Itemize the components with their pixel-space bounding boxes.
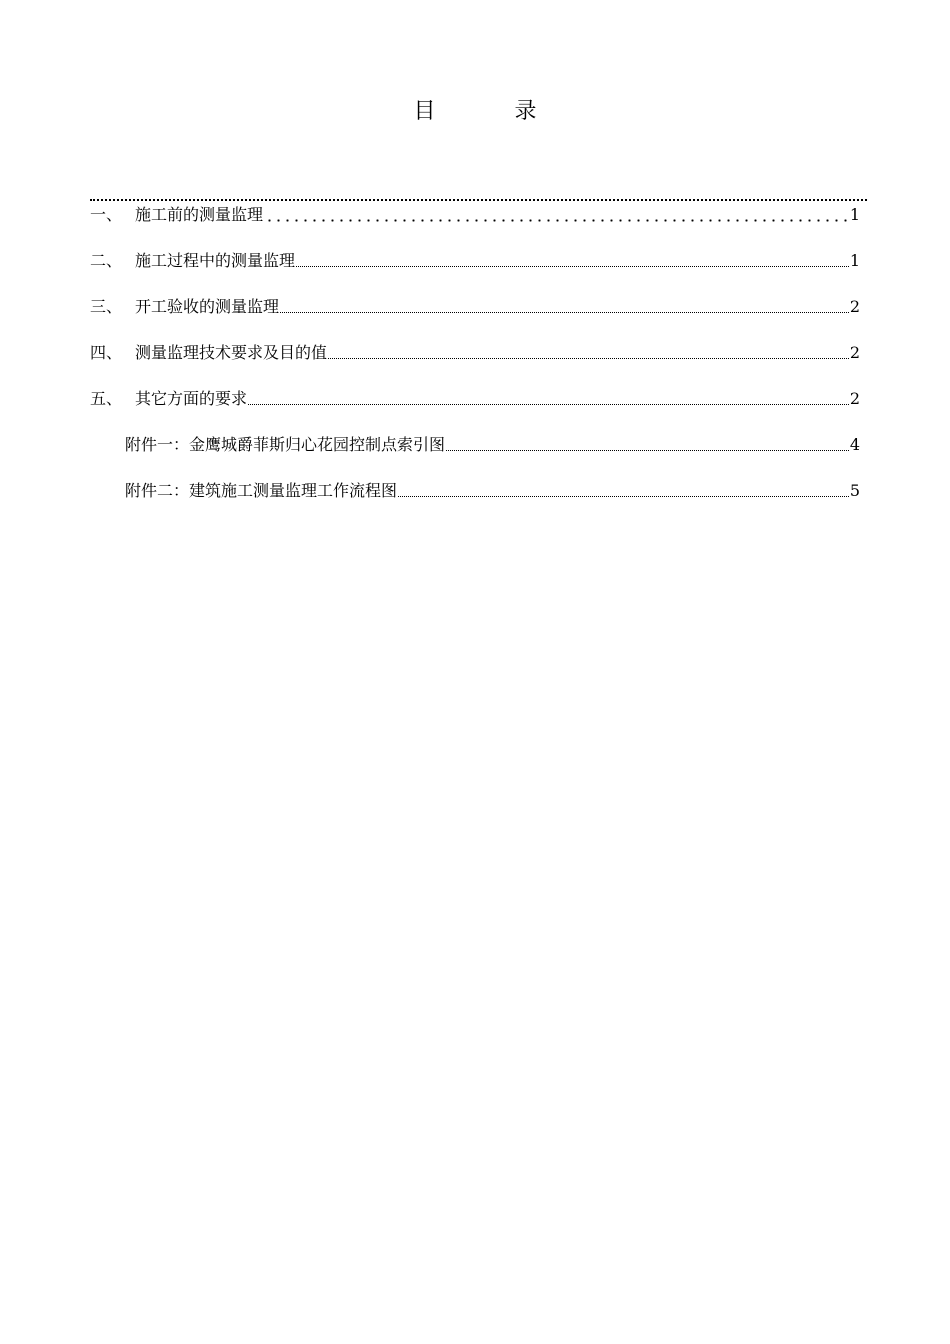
- toc-dot-leader: [328, 358, 849, 359]
- toc-entry-1[interactable]: [90, 202, 860, 226]
- toc-dot-leader: [248, 404, 849, 405]
- toc-page-number: 1: [849, 205, 860, 224]
- toc-entry-title: 开工验收的测量监理: [135, 297, 280, 316]
- toc-entry-title: 其它方面的要求: [135, 389, 248, 408]
- toc-entry-appendix-2[interactable]: [90, 456, 860, 502]
- toc-entry-4[interactable]: [90, 318, 860, 364]
- toc-entry-number: 五、: [90, 389, 123, 408]
- toc-entry-number: 二、: [90, 251, 123, 270]
- toc-entry-title: 施工过程中的测量监理: [135, 251, 296, 270]
- toc-entry-2[interactable]: [90, 226, 860, 272]
- toc-entry-title: 附件一：金鹰城爵菲斯归心花园控制点索引图: [125, 435, 446, 454]
- toc-page-number: 2: [849, 297, 860, 316]
- toc-entry-number: 三、: [90, 297, 123, 316]
- toc-top-rule: [90, 199, 867, 201]
- toc-page-number: 5: [849, 481, 860, 500]
- toc-entry-title: 测量监理技术要求及目的值: [135, 343, 328, 362]
- page-title: 目 录: [413, 99, 573, 124]
- toc-dot-leader: [280, 312, 849, 313]
- toc-dot-leader: [265, 219, 848, 222]
- toc-entry-5[interactable]: [90, 364, 860, 410]
- table-of-contents: [90, 202, 860, 502]
- toc-entry-title: 附件二：建筑施工测量监理工作流程图: [125, 481, 398, 500]
- toc-entry-number: 四、: [90, 343, 123, 362]
- toc-page-number: 4: [849, 435, 860, 454]
- toc-entry-appendix-1[interactable]: [90, 410, 860, 456]
- toc-dot-leader: [398, 496, 849, 497]
- toc-entry-3[interactable]: [90, 272, 860, 318]
- toc-page-number: 2: [849, 389, 860, 408]
- toc-entry-number: 一、: [90, 205, 123, 224]
- toc-page-number: 1: [849, 251, 860, 270]
- toc-page-number: 2: [849, 343, 860, 362]
- toc-dot-leader: [446, 450, 849, 451]
- toc-entry-title: 施工前的测量监理: [135, 205, 264, 224]
- toc-dot-leader: [296, 266, 849, 267]
